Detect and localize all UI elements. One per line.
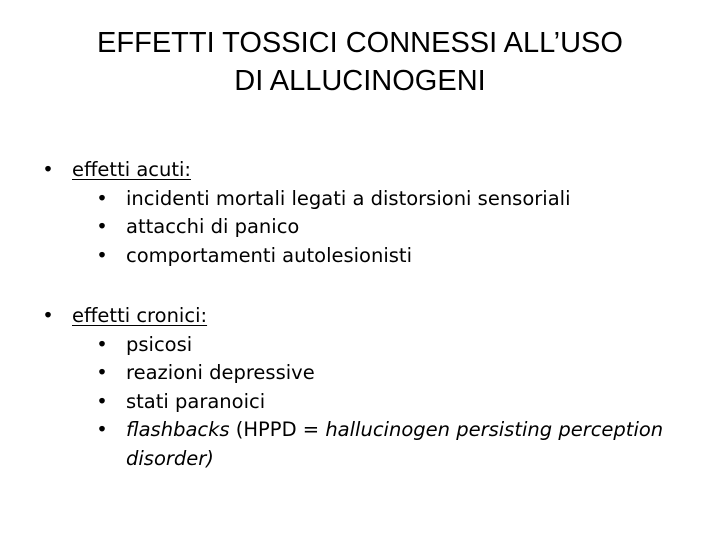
list-item-text: comportamenti autolesionisti — [126, 243, 412, 267]
list-item — [40, 388, 700, 417]
bullet-icon: • — [96, 361, 108, 384]
bullet-icon: • — [42, 304, 54, 327]
bullet-icon: • — [96, 215, 108, 238]
list-item — [40, 185, 700, 214]
hppd-abbreviation: (HPPD = — [229, 418, 326, 441]
bullet-icon: • — [96, 418, 108, 441]
list-item — [40, 359, 700, 388]
section-chronic-effects — [40, 302, 700, 473]
list-item-text: stati paranoici — [126, 389, 266, 413]
sub-bullet-list — [40, 185, 700, 271]
bullet-icon: • — [96, 389, 108, 413]
section-heading: effetti cronici: — [72, 304, 208, 327]
list-item-text: psicosi — [126, 332, 193, 356]
list-item — [40, 331, 700, 360]
title-line-2: DI ALLUCINOGENI — [234, 65, 486, 97]
top-bullet-item — [40, 302, 700, 331]
flashbacks-term: flashbacks — [126, 418, 230, 441]
bullet-icon: • — [96, 186, 108, 210]
section-acute-effects — [40, 156, 700, 270]
top-bullet-item — [40, 156, 700, 185]
list-item-text: attacchi di panico — [126, 215, 300, 238]
title-line-1: EFFETTI TOSSICI CONNESSI ALL’USO — [97, 27, 623, 59]
bullet-icon: • — [96, 243, 108, 267]
list-item-text: reazioni depressive — [126, 361, 315, 384]
bullet-icon: • — [96, 332, 108, 356]
bullet-icon: • — [42, 158, 54, 181]
section-heading: effetti acuti: — [72, 158, 191, 181]
hppd-expansion: hallucinogen persisting perception disorder) — [126, 418, 664, 470]
list-item-text: incidenti mortali legati a distorsioni sensoriali — [126, 186, 571, 210]
list-item — [40, 242, 700, 271]
sub-bullet-list — [40, 331, 700, 474]
list-item — [40, 416, 700, 473]
list-item — [40, 213, 700, 242]
